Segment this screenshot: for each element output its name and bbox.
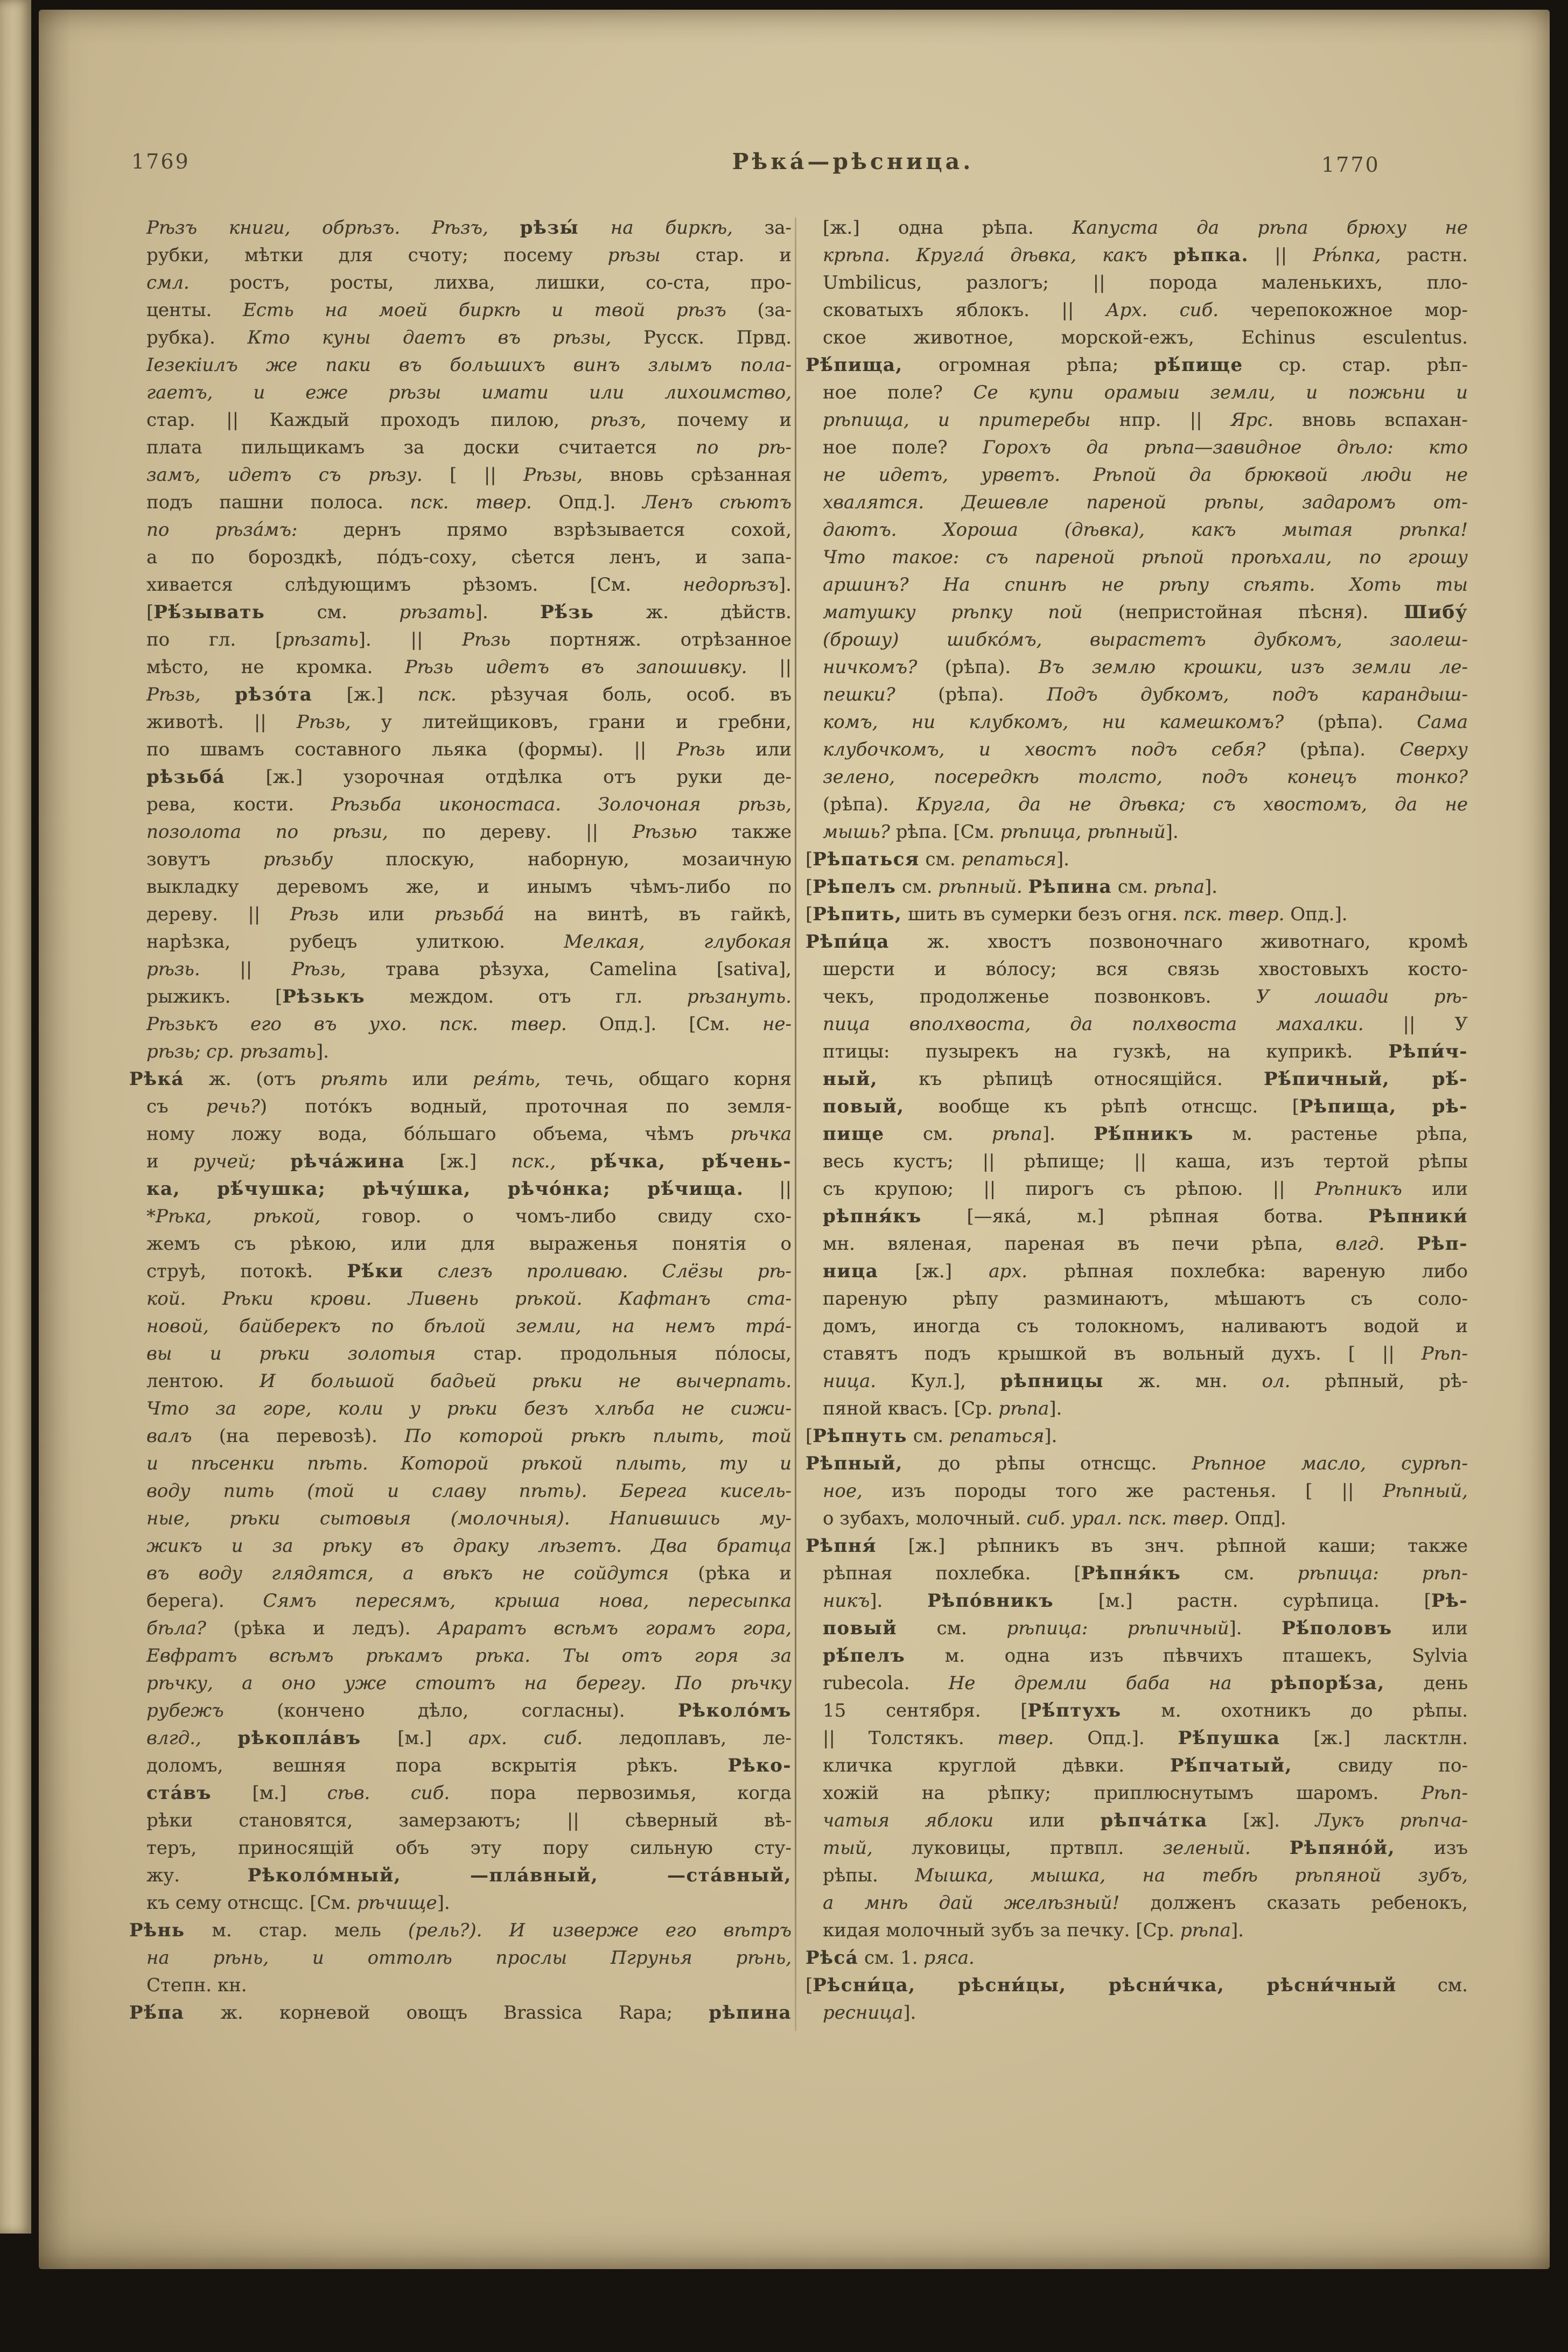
text-line: Рѣнь м. стар. мель (рель?). И изверже его вѣтръ xyxy=(129,1920,792,1941)
text-line: rubecola. Не дремли баба на рѣпорѣ́за, день xyxy=(823,1672,1468,1694)
text-line: кой. Рѣки крови. Ливень рѣкой. Кафтанъ ста- xyxy=(146,1288,792,1310)
text-line: зовутъ рѣзьбу плоскую, наборную, мозаичную xyxy=(146,849,792,870)
text-line: на рѣнь, и оттолѣ прослы Пгрунья рѣнь, xyxy=(146,1947,792,1969)
text-line: рѣзь; ср. рѣзать]. xyxy=(146,1041,329,1062)
text-line: новой, байберекъ по бѣлой земли, на немъ тра́- xyxy=(146,1315,792,1337)
text-line: и пѣсенки пѣть. Которой рѣкой плыть, ту и xyxy=(146,1453,792,1474)
text-line: чекъ, продолженье позвонковъ. У лошади рѣ- xyxy=(823,986,1468,1007)
text-line: смл. ростъ, росты, лихва, лишки, со-ста, про- xyxy=(146,272,792,293)
text-line: рѣзьба́ [ж.] узорочная отдѣлка отъ руки де- xyxy=(146,766,792,788)
text-line: Евфратъ всѣмъ рѣкамъ рѣка. Ты отъ горя за xyxy=(146,1645,792,1667)
text-line: вы и рѣки золотыя стар. продольныя по́лосы, xyxy=(146,1343,792,1364)
text-line: ное поле? Се купи орамыи земли, и пожьни и xyxy=(823,382,1468,403)
text-line: мн. вяленая, пареная въ печи рѣпа, влгд. Рѣп- xyxy=(823,1233,1468,1255)
page-number-right: 1770 xyxy=(1321,153,1380,177)
text-line: а по бороздкѣ, по́дъ-соху, сѣется ленъ, и запа- xyxy=(146,547,792,568)
text-line: [Рѣ́зывать см. рѣзать]. Рѣ́зь ж. дѣйств. xyxy=(146,601,792,623)
text-line: хвалятся. Дешевле пареной рѣпы, задаромъ от- xyxy=(823,492,1468,513)
text-line: валъ (на перевозѣ). По которой рѣкѣ плыть, той xyxy=(146,1425,792,1447)
right-text-column xyxy=(806,214,1468,2027)
text-line: рубка). Кто куны даетъ въ рѣзы, Русск. Првд. xyxy=(146,327,792,348)
text-line: крѣпа. Кругла́ дѣвка, какъ рѣпка. || Рѣ́пка, растн. xyxy=(823,244,1468,266)
text-line: рѣзь. || Рѣзь, трава рѣзуха, Camelina [sativa], xyxy=(146,958,792,980)
text-line: (рѣпа). Кругла, да не дѣвка; съ хвостомъ, да не xyxy=(823,794,1468,815)
text-line: [Рѣпелъ см. рѣпный. Рѣпина см. рѣпа]. xyxy=(806,876,1217,898)
text-line: къ сему отнсщс. [См. рѣчище]. xyxy=(146,1892,450,1914)
text-line: берега). Сямъ пересямъ, крыша нова, пересыпка xyxy=(146,1590,792,1612)
left-text-column xyxy=(129,214,792,2027)
text-line: Что за горе, коли у рѣки безъ хлѣба не сижи- xyxy=(146,1398,792,1419)
text-line: пица вполхвоста, да полхвоста махалки. || У xyxy=(823,1013,1468,1035)
text-line: Рѣзь, рѣзо́та [ж.] пск. рѣзучая боль, особ. въ xyxy=(146,684,792,705)
text-line: Рѣ́па ж. корневой овощъ Brassica Rapa; рѣпина xyxy=(129,2002,792,2024)
text-line: ское животное, морской-ежъ, Echinus esculentus. xyxy=(823,327,1468,348)
text-line: выкладку деревомъ же, и инымъ чѣмъ-либо по xyxy=(146,876,792,898)
text-line: ничкомъ? (рѣпа). Въ землю крошки, изъ земли ле- xyxy=(823,656,1468,678)
text-line: Umbilicus, разлогъ; || порода маленькихъ, пло- xyxy=(823,272,1468,293)
text-line: лентою. И большой бадьей рѣки не вычерпать. xyxy=(146,1370,792,1392)
text-line: позолота по рѣзи, по дереву. || Рѣзью также xyxy=(146,821,792,843)
text-line: струѣ, потокѣ. Рѣ́ки слезъ проливаю. Слёзы рѣ- xyxy=(146,1261,792,1282)
text-line: плата пильщикамъ за доски считается по рѣ- xyxy=(146,437,792,458)
text-line: доломъ, вешняя пора вскрытія рѣкъ. Рѣко- xyxy=(146,1755,792,1776)
text-line: Что такое: съ пареной рѣпой проѣхали, по грошу xyxy=(823,547,1468,568)
text-line: пяной квасъ. [Ср. рѣпа]. xyxy=(823,1398,1062,1419)
text-line: рѣ́пелъ м. одна изъ пѣвчихъ пташекъ, Sylvia xyxy=(823,1645,1468,1667)
text-line: воду пить (той и славу пѣть). Берега кисель- xyxy=(146,1480,792,1502)
text-line: о зубахъ, молочный. сиб. урал. пск. твер. Опд]. xyxy=(823,1508,1286,1529)
text-line: по рѣза́мъ: дернъ прямо взрѣзывается сохой, xyxy=(146,519,792,541)
text-line: хожій на рѣпку; приплюснутымъ шаромъ. Рѣп- xyxy=(823,1782,1468,1804)
text-line: комъ, ни клубкомъ, ни камешкомъ? (рѣпа). Сама xyxy=(823,711,1468,733)
text-line: [ж.] одна рѣпа. Капуста да рѣпа брюху не xyxy=(823,217,1468,239)
text-line: чатыя яблоки или рѣпча́тка [ж]. Лукъ рѣпча- xyxy=(823,1810,1468,1831)
text-line: рѣпища, и притеребы нпр. || Ярс. вновь вспахан- xyxy=(823,409,1468,431)
text-line: ста́въ [м.] сѣв. сиб. пора первозимья, когда xyxy=(146,1782,792,1804)
text-line: [Рѣсни́ца, рѣсни́цы, рѣсни́чка, рѣсни́чный см. xyxy=(806,1975,1468,1996)
text-line: бѣла? (рѣка и ледъ). Араратъ всѣмъ горамъ гора, xyxy=(146,1618,792,1639)
page-header xyxy=(39,145,1550,183)
text-line: рѣпная похлебка. [Рѣпня́къ см. рѣпица: рѣп- xyxy=(823,1563,1468,1584)
text-line: ное поле? Горохъ да рѣпа—завидное дѣло: кто xyxy=(823,437,1468,458)
text-line: мѣсто, не кромка. Рѣзь идетъ въ запошивку. || xyxy=(146,656,792,678)
text-line: [Рѣпнуть см. репаться]. xyxy=(806,1425,1058,1447)
text-line: стар. || Каждый проходъ пилою, рѣзъ, почему и xyxy=(146,409,792,431)
text-line: клубочкомъ, и хвостъ подъ себя? (рѣпа). Сверху xyxy=(823,739,1468,760)
text-line: пешки? (рѣпа). Подъ дубкомъ, подъ карандыш- xyxy=(823,684,1468,705)
text-line: животѣ. || Рѣзь, у литейщиковъ, грани и гребни, xyxy=(146,711,792,733)
text-line: рубежъ (кончено дѣло, согласны). Рѣколо́мъ xyxy=(146,1700,792,1721)
text-line: матушку рѣпку пой (непристойная пѣсня). Шибу́ xyxy=(823,601,1468,623)
text-line: хивается слѣдующимъ рѣзомъ. [См. недорѣзъ]. xyxy=(146,574,792,596)
text-line: жу. Рѣколо́мный, —пла́вный, —ста́вный, xyxy=(146,1865,792,1886)
text-line: въ воду глядятся, а вѣкъ не сойдутся (рѣка и xyxy=(146,1563,792,1584)
text-line: влгд., рѣкопла́въ [м.] арх. сиб. ледоплавъ, ле- xyxy=(146,1727,792,1749)
text-line: пище см. рѣпа]. Рѣ́пникъ м. растенье рѣпа, xyxy=(823,1123,1468,1145)
text-line: Рѣзькъ его въ ухо. пск. твер. Опд.]. [См. не- xyxy=(146,1013,792,1035)
text-line: (брошу) шибко́мъ, вырастетъ дубкомъ, заолеш- xyxy=(823,629,1468,650)
text-line: || Толстякъ. твер. Опд.]. Рѣ́пушка [ж.] ласктлн. xyxy=(823,1727,1468,1749)
text-line: мышь? рѣпа. [См. рѣпица, рѣпный]. xyxy=(823,821,1179,843)
text-line: домъ, иногда съ толокномъ, наливаютъ водой и xyxy=(823,1315,1468,1337)
text-line: Степн. кн. xyxy=(146,1975,247,1996)
text-line: съ речь?) пото́къ водный, проточная по земля- xyxy=(146,1096,792,1117)
text-line: [Рѣпить, шить въ сумерки безъ огня. пск. твер. Опд.]. xyxy=(806,904,1348,925)
text-line: Рѣпи́ца ж. хвостъ позвоночнаго животнаго, кромѣ xyxy=(806,931,1468,953)
text-line: рѣчку, а оно уже стоитъ на берегу. По рѣчку xyxy=(146,1672,792,1694)
text-line: 15 сентября. [Рѣ́птухъ м. охотникъ до рѣпы. xyxy=(823,1700,1468,1721)
text-line: жемъ съ рѣкою, или для выраженья понятія о xyxy=(146,1233,792,1255)
text-line: дереву. || Рѣзь или рѣзьба́ на винтѣ, въ гайкѣ, xyxy=(146,904,792,925)
text-line: ресница]. xyxy=(823,2002,916,2024)
text-line: кличка круглой дѣвки. Рѣ́пчатый, свиду по- xyxy=(823,1755,1468,1776)
text-line: не идетъ, урветъ. Рѣпой да брюквой люди не xyxy=(823,464,1468,486)
text-line: ные, рѣки сытовыя (молочныя). Напившись му- xyxy=(146,1508,792,1529)
text-line: по швамъ составного льяка (формы). || Рѣзь или xyxy=(146,739,792,760)
text-line: гаетъ, и еже рѣзы имати или лихоимство, xyxy=(146,382,792,403)
text-line: ница. Кул.], рѣпницы ж. мн. ол. рѣпный, рѣ- xyxy=(823,1370,1468,1392)
text-line: Рѣзъ книги, обрѣзъ. Рѣзъ, рѣзы́ на биркѣ, за- xyxy=(146,217,792,239)
text-line: птицы: пузырекъ на гузкѣ, на куприкѣ. Рѣпи́ч- xyxy=(823,1041,1468,1062)
text-line: пареную рѣпу разминаютъ, мѣшаютъ съ соло- xyxy=(823,1288,1468,1310)
text-line: рыжикъ. [Рѣзькъ междом. отъ гл. рѣзануть. xyxy=(146,986,792,1007)
text-line: весь кустъ; || рѣпище; || каша, изъ тертой рѣпы xyxy=(823,1151,1468,1172)
text-line: и ручей; рѣча́жина [ж.] пск., рѣ́чка, рѣ́чень- xyxy=(146,1151,792,1172)
text-line: ный, къ рѣпицѣ относящійся. Рѣ́пичный, рѣ́- xyxy=(823,1068,1468,1090)
text-line: [Рѣпаться см. репаться]. xyxy=(806,849,1069,870)
text-line: сковатыхъ яблокъ. || Арх. сиб. черепокожное мор- xyxy=(823,299,1468,321)
text-line: рѣпня́къ [—яка́, м.] рѣпная ботва. Рѣпники́ xyxy=(823,1206,1468,1227)
text-line: *Рѣка, рѣкой, говор. о чомъ-либо свиду схо- xyxy=(146,1206,792,1227)
page-number-left: 1769 xyxy=(131,150,190,173)
text-line: рубки, мѣтки для счоту; посему рѣзы стар. и xyxy=(146,244,792,266)
text-line: съ крупою; || пирогъ съ рѣпою. || Рѣпникъ или xyxy=(823,1178,1468,1200)
text-line: ное, изъ породы того же растенья. [ || Рѣпный, xyxy=(823,1480,1468,1502)
text-line: подъ пашни полоса. пск. твер. Опд.]. Ленъ сѣютъ xyxy=(146,492,792,513)
text-line: по гл. [рѣзать]. || Рѣзь портняж. отрѣзанное xyxy=(146,629,792,650)
text-line: шерсти и во́лосу; вся связь хвостовыхъ косто- xyxy=(823,958,1468,980)
text-line: рѣпы. Мышка, мышка, на тебѣ рѣпяной зубъ, xyxy=(823,1865,1468,1886)
text-line: зелено, посередкѣ толсто, подъ конецъ тонко? xyxy=(823,766,1468,788)
text-line: ставятъ подъ крышкой въ вольный духъ. [ || Рѣп- xyxy=(823,1343,1468,1364)
text-line: теръ, приносящій объ эту пору сильную сту- xyxy=(146,1837,792,1859)
text-line: нарѣзка, рубецъ улиткою. Мелкая, глубокая xyxy=(146,931,792,953)
text-line: центы. Есть на моей биркѣ и твой рѣзъ (за- xyxy=(146,299,792,321)
text-line: рѣки становятся, замерзаютъ; || сѣверный вѣ- xyxy=(146,1810,792,1831)
text-line: замъ, идетъ съ рѣзу. [ || Рѣзы, вновь срѣзанная xyxy=(146,464,792,486)
text-line: рева, кости. Рѣзьба иконостаса. Золочоная рѣзь, xyxy=(146,794,792,815)
text-line: Рѣка́ ж. (отъ рѣять или рея́ть, течь, общаго корня xyxy=(129,1068,792,1090)
text-line: Рѣ́пища, огромная рѣпа; рѣ́пище ср. стар. рѣп- xyxy=(806,354,1468,376)
text-line: Іезекіилъ же паки въ большихъ винъ злымъ пола- xyxy=(146,354,792,376)
text-line: ному ложу вода, бо́льшаго объема, чѣмъ рѣчка xyxy=(146,1123,792,1145)
text-line: а мнѣ дай желѣзный! долженъ сказать ребенокъ, xyxy=(823,1892,1468,1914)
column-divider-rule xyxy=(795,218,796,2031)
text-line: ница [ж.] арх. рѣпная похлебка: вареную либо xyxy=(823,1261,1468,1282)
text-line: аршинъ? На спинѣ не рѣпу сѣять. Хоть ты xyxy=(823,574,1468,596)
text-line: кидая молочный зубъ за печку. [Ср. рѣпа]. xyxy=(823,1920,1244,1941)
adjacent-page-edge xyxy=(0,0,31,2234)
running-title: Рѣка́—рѣсница. xyxy=(732,149,974,174)
dictionary-page xyxy=(39,10,1550,2269)
text-line: Рѣса́ см. 1. ряса. xyxy=(806,1947,975,1969)
text-line: жикъ и за рѣку въ драку лѣзетъ. Два братца xyxy=(146,1535,792,1557)
text-line: тый, луковицы, пртвпл. зеленый. Рѣпяно́й, изъ xyxy=(823,1837,1468,1859)
text-line: Рѣпный, до рѣпы отнсщс. Рѣпное масло, сурѣп- xyxy=(806,1453,1468,1474)
text-line: никъ]. Рѣпо́вникъ [м.] растн. сурѣпица. [Рѣ- xyxy=(823,1590,1468,1612)
text-line: повый см. рѣпица: рѣпичный]. Рѣ́половъ или xyxy=(823,1618,1468,1639)
text-line: повый, вообще къ рѣпѣ отнсщс. [Рѣпища, рѣ- xyxy=(823,1096,1468,1117)
text-line: Рѣпня́ [ж.] рѣпникъ въ знч. рѣпной каши; также xyxy=(806,1535,1468,1557)
text-line: даютъ. Хороша (дѣвка), какъ мытая рѣпка! xyxy=(823,519,1468,541)
text-line: ка, рѣ́чушка; рѣчу́шка, рѣчо́нка; рѣ́чища. || xyxy=(146,1178,792,1200)
